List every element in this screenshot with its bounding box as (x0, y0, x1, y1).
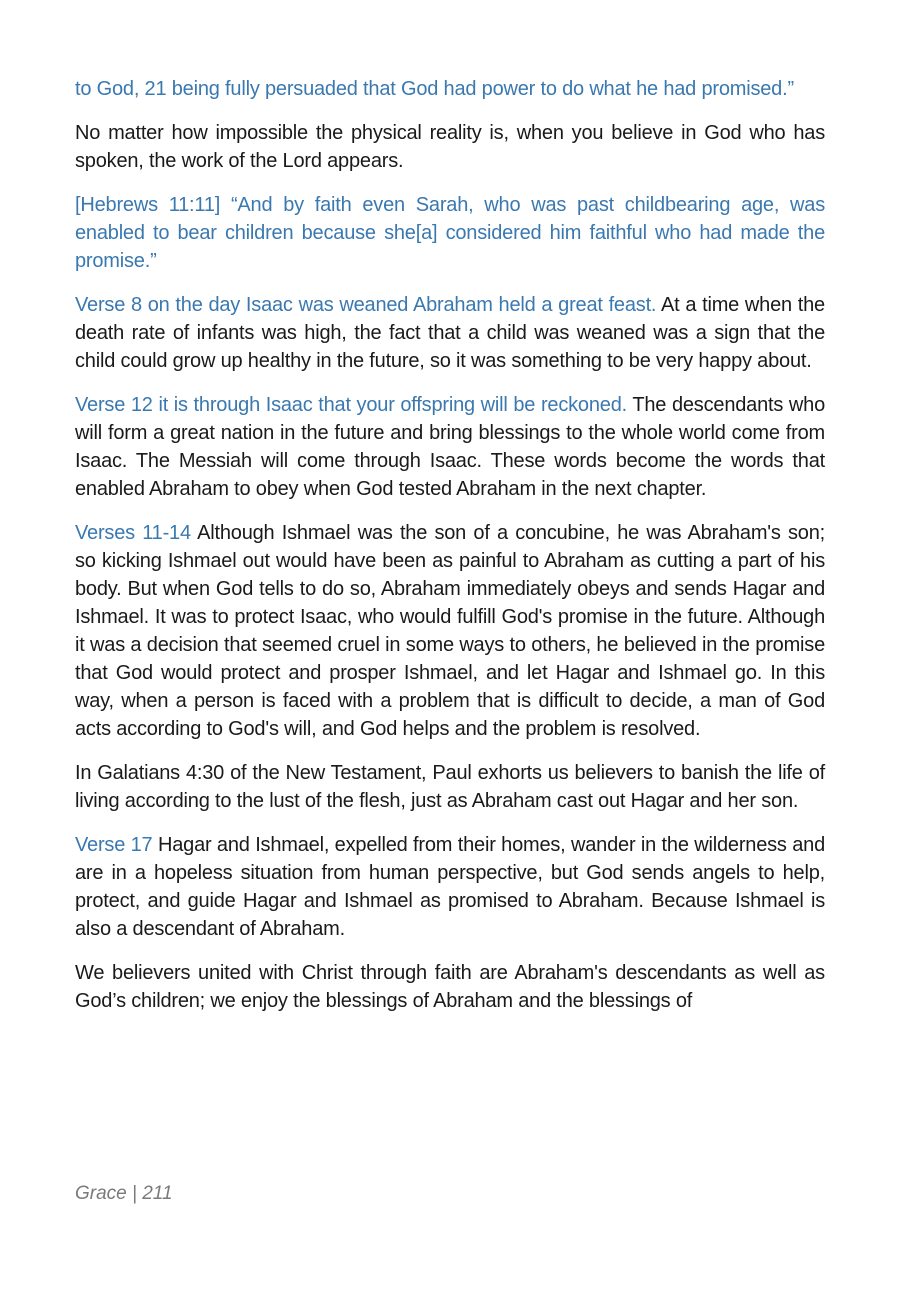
body-paragraph (75, 959, 825, 1015)
verse-commentary (75, 519, 825, 743)
commentary-text: At a time when the death rate of infants was high, the fact that a child was weaned was a sign that the child could grow up healthy in the future, so it was something to be very happy about. (75, 294, 825, 372)
verse-reference: Verse 8 on the day Isaac was weaned Abraham held a great feast. (75, 294, 657, 316)
verse-commentary (75, 831, 825, 943)
scripture-quote (75, 191, 825, 275)
paragraph-text: No matter how impossible the physical reality is, when you believe in God who has spoken, the work of the Lord appears. (75, 122, 825, 172)
commentary-text: The descendants who will form a great nation in the future and bring blessings to the whole world come from Isaac. The Messiah will come through Isaac. These words become the words that enabled Abraham to obey when God tested Abraham in the next chapter. (75, 394, 825, 500)
paragraph-text: In Galatians 4:30 of the New Testament, Paul exhorts us believers to banish the life of living according to the lust of the flesh, just as Abraham cast out Hagar and her son. (75, 762, 825, 812)
body-paragraph (75, 759, 825, 815)
verse-reference: Verse 17 (75, 834, 153, 856)
scripture-quote-text: to God, 21 being fully persuaded that God had power to do what he had promised.” (75, 78, 794, 100)
page-footer: Grace | 211 (75, 1183, 173, 1204)
commentary-text: Although Ishmael was the son of a concubine, he was Abraham's son; so kicking Ishmael out would have been as painful to Abraham as cutting a part of his body. But when God tells to do so, Abraham immediately obeys and sends Hagar and Ishmael. It was to protect Isaac, who would fulfill God's promise in the future. Although it was a decision that seemed cruel in some ways to others, he believed in the promise that God would protect and prosper Ishmael, and let Hagar and Ishmael go. In this way, when a person is faced with a problem that is difficult to decide, a man of God acts according to God's will, and God helps and the problem is resolved. (75, 522, 826, 740)
page-body (75, 75, 825, 1031)
paragraph-text: We believers united with Christ through faith are Abraham's descendants as well as God’s children; we enjoy the blessings of Abraham and the blessings of (75, 962, 825, 1012)
verse-commentary (75, 291, 825, 375)
verse-reference: Verse 12 it is through Isaac that your offspring will be reckoned. (75, 394, 627, 416)
verse-commentary (75, 391, 825, 503)
scripture-quote-text: [Hebrews 11:11] “And by faith even Sarah, who was past childbearing age, was enabled to bear children because she[a] considered him faithful who had made the promise.” (75, 194, 825, 272)
commentary-text: Hagar and Ishmael, expelled from their homes, wander in the wilderness and are in a hopeless situation from human perspective, but God sends angels to help, protect, and guide Hagar and Ishmael as promised to Abraham. Because Ishmael is also a descendant of Abraham. (75, 834, 825, 940)
scripture-quote (75, 75, 825, 103)
verse-reference: Verses 11-14 (75, 522, 191, 544)
body-paragraph (75, 119, 825, 175)
